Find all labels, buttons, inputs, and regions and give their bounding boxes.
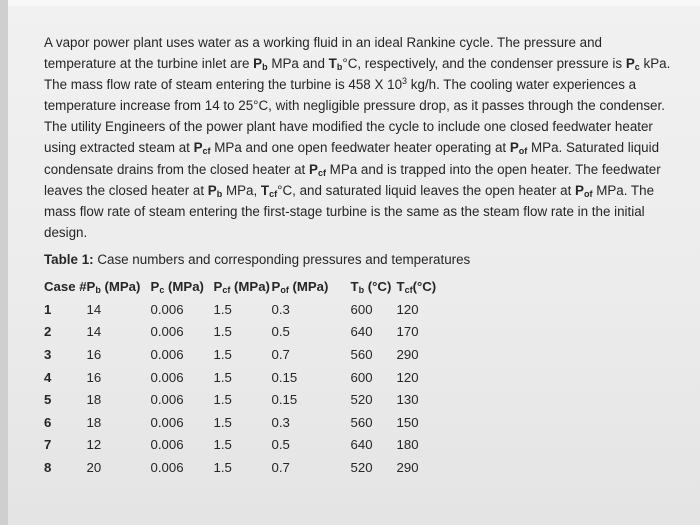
top-edge: [0, 0, 700, 6]
table-cell: 640: [350, 324, 373, 340]
table-cell: 14: [86, 301, 102, 317]
table-cell: 0.006: [150, 369, 184, 385]
table-cell: 18: [86, 414, 102, 430]
table-cell: 180: [396, 437, 419, 453]
cases-table: [44, 276, 437, 479]
table-cell: 640: [350, 437, 373, 453]
header-pcf: $P_{cf}$ (MPa): [213, 279, 270, 296]
table-cell: 18: [86, 392, 102, 408]
header-pof: $P_{of}$ (MPa): [271, 279, 329, 296]
table-cell: 0.7: [271, 346, 290, 362]
table-cell: 120: [396, 301, 419, 317]
table-cell: 1.5: [213, 369, 232, 385]
table-header-row: [44, 276, 437, 298]
table-cell: 0.5: [271, 437, 290, 453]
table-cell: 1.5: [213, 459, 232, 475]
table-cell: 2: [44, 324, 52, 340]
table-cell: 560: [350, 346, 373, 362]
var-pc: $P_c$: [625, 56, 640, 73]
table-cell: 520: [350, 392, 373, 408]
var-tcf: $T_{cf}$: [260, 182, 278, 199]
table-cell: 12: [86, 437, 102, 453]
table-cell: 1.5: [213, 324, 232, 340]
table-cell: 0.3: [271, 301, 290, 317]
table-cell: 290: [396, 346, 419, 362]
var-pof: $P_{of}$: [509, 140, 528, 157]
table-cell: 16: [86, 369, 102, 385]
text-run: kg/h. The cooling water experiences a temperature increase from 14 to 25°C, with negligible pressure drop, as it passes through the condenser. The utility Engineers of the power plant have modified the cycle to include one closed feedwater heater using extracted steam at: [44, 77, 665, 156]
table-cell: 1.5: [213, 392, 232, 408]
var-pb: $P_b$: [253, 56, 268, 73]
table-row: [44, 298, 437, 321]
table-caption: [44, 249, 674, 270]
exponent: 3: [402, 76, 408, 87]
left-edge: [0, 0, 8, 525]
table-cell: 0.006: [150, 324, 184, 340]
table-cell: 0.006: [150, 392, 184, 408]
table-row: [44, 343, 437, 366]
text-run: MPa,: [222, 182, 261, 198]
table-cell: 0.006: [150, 301, 184, 317]
table-cell: 290: [396, 459, 419, 475]
var-pcf: $P_{cf}$: [193, 140, 211, 157]
table-cell: 0.006: [150, 346, 184, 362]
table-cell: 1.5: [213, 301, 232, 317]
table-cell: 14: [86, 324, 102, 340]
table-cell: 1.5: [213, 414, 232, 430]
text-run: MPa and: [267, 56, 329, 72]
text-run: A vapor power plant uses water as a working fluid in an ideal Rankine cycle. The pressure and temperature at the turbine inlet are: [44, 35, 603, 72]
table-row: [44, 366, 437, 389]
table-cell: 560: [350, 414, 373, 430]
header-pb: $P_b$ (MPa): [86, 279, 141, 296]
table-body: [44, 298, 437, 479]
problem-content: [44, 32, 674, 479]
table-cell: 16: [86, 346, 102, 362]
table-cell: 0.15: [271, 369, 298, 385]
table-row: [44, 434, 437, 457]
var-pcf: $P_{cf}$: [309, 161, 326, 178]
text-run: °C, and saturated liquid leaves the open heater at: [277, 182, 576, 198]
table-row: [44, 411, 437, 434]
table-cell: 170: [396, 324, 419, 340]
table-cell: 7: [44, 437, 52, 453]
table-cell: 0.5: [271, 324, 290, 340]
text-run: MPa. Saturated liquid condensate drains from the closed heater at: [44, 140, 660, 177]
table-cell: 20: [86, 459, 102, 475]
table-row: [44, 321, 437, 344]
table-cell: 520: [350, 459, 373, 475]
text-run: kPa. The mass flow rate of steam entering the turbine is 458 X 10: [44, 56, 671, 93]
table-cell: 0.3: [271, 414, 290, 430]
table-row: [44, 388, 437, 411]
table-cell: 3: [44, 346, 52, 362]
table-cell: 1.5: [213, 437, 232, 453]
text-run: °C, respectively, and the condenser pressure is: [342, 56, 626, 72]
var-pb: $P_b$: [207, 182, 223, 199]
problem-statement: [44, 32, 674, 243]
table-cell: 1: [44, 301, 52, 317]
var-pof: $P_{of}$: [575, 182, 593, 199]
table-cell: 0.006: [150, 414, 184, 430]
text-run: MPa. The mass flow rate of steam entering the first-stage turbine is the same as the steam flow rate in the initial design.: [44, 182, 655, 240]
table-cell: 120: [396, 369, 419, 385]
table-cell: 130: [396, 392, 419, 408]
table-cell: 150: [396, 414, 419, 430]
table-cell: 0.006: [150, 437, 184, 453]
table-row: [44, 456, 437, 479]
table-cell: 600: [350, 301, 373, 317]
table-cell: 4: [44, 369, 52, 385]
text-run: MPa and one open feedwater heater operating at: [210, 140, 510, 156]
table-cell: 0.15: [271, 392, 298, 408]
table-cell: 1.5: [213, 346, 232, 362]
text-run: MPa and is trapped into the open heater. The feedwater leaves the closed heater at: [44, 161, 661, 198]
table-cell: 6: [44, 414, 52, 430]
header-tb: $T_b$ (°C): [350, 279, 392, 296]
header-case: Case #: [44, 279, 87, 295]
table-cell: 8: [44, 459, 52, 475]
header-tcf: $T_{cf}(^\circ C)$: [396, 279, 437, 296]
table-cell: 5: [44, 392, 52, 408]
header-pc: $P_c$ (MPa): [150, 279, 204, 296]
table-caption-label: Table 1:: [44, 251, 94, 267]
table-cell: 600: [350, 369, 373, 385]
table-cell: 0.006: [150, 459, 184, 475]
table-caption-text: Case numbers and corresponding pressures and temperatures: [93, 251, 471, 267]
var-tb: $T_b$: [328, 56, 343, 73]
table-cell: 0.7: [271, 459, 290, 475]
